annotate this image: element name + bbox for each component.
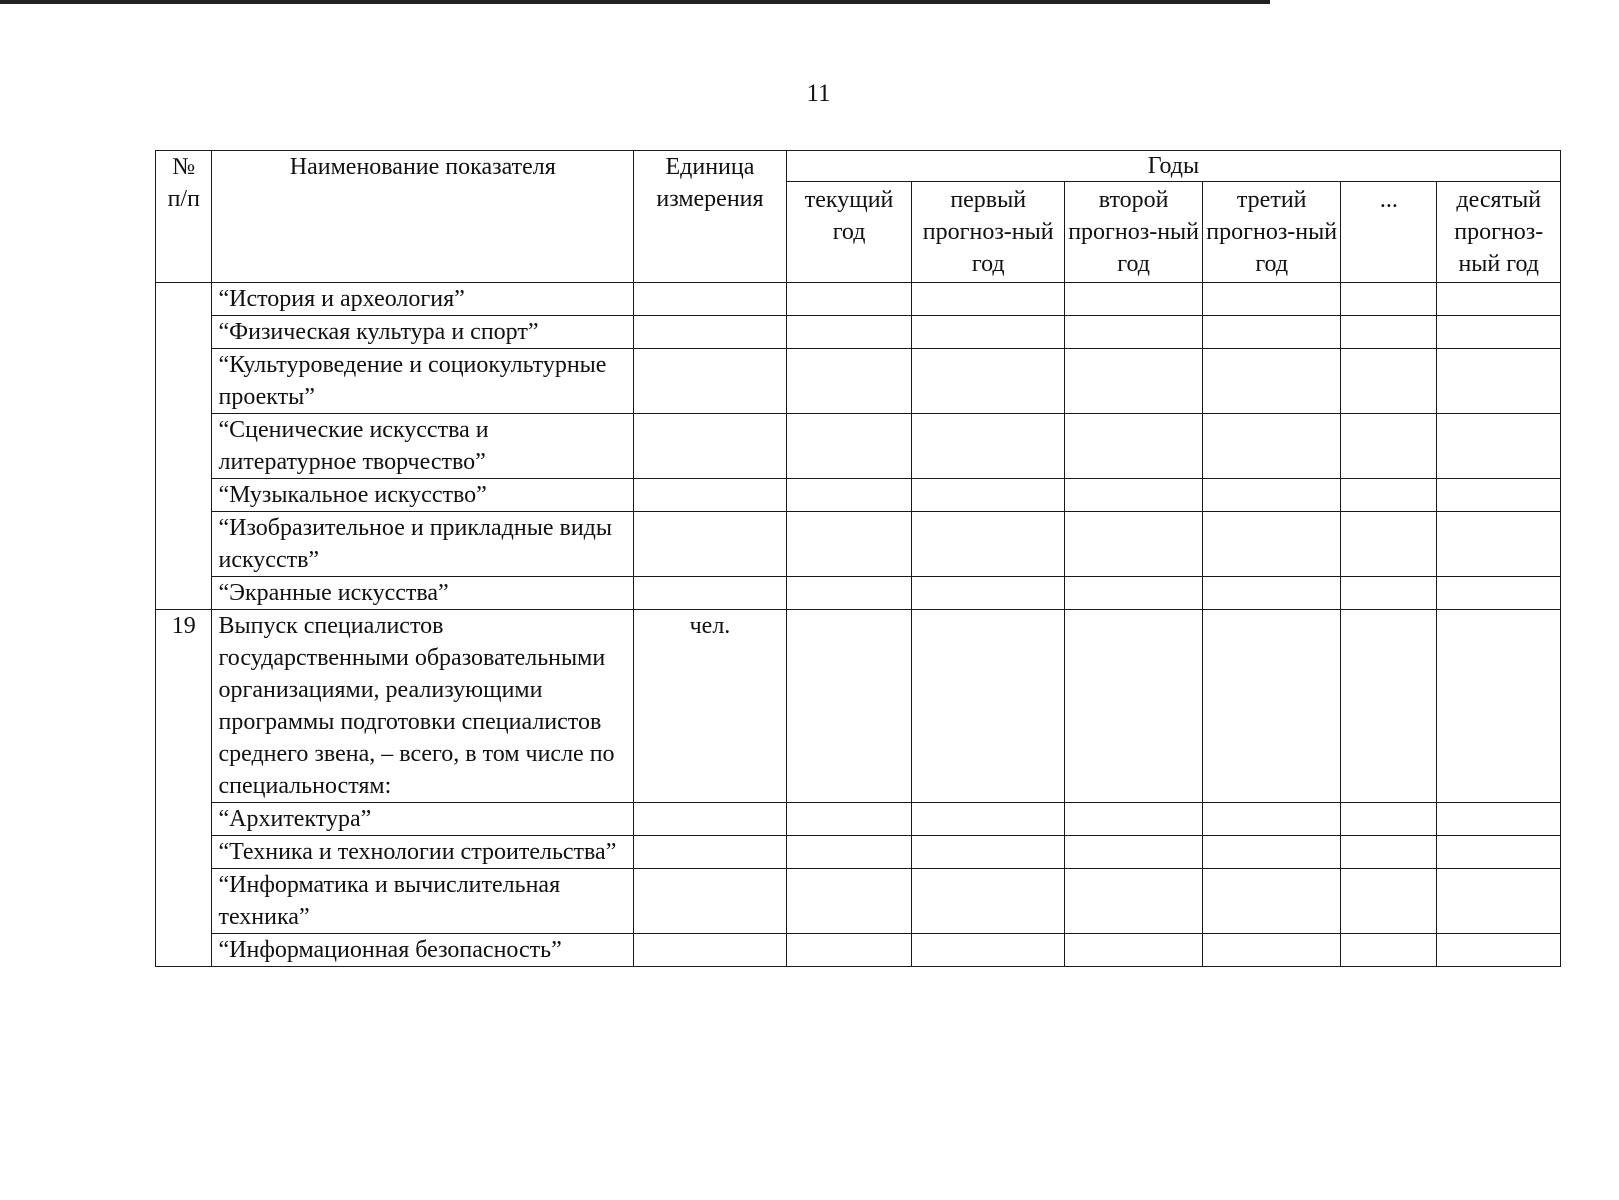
year-value-cell bbox=[1437, 316, 1561, 349]
year-value-cell bbox=[1065, 836, 1203, 869]
year-value-cell bbox=[1065, 610, 1203, 803]
year-value-cell bbox=[1341, 283, 1437, 316]
year-value-cell bbox=[786, 836, 912, 869]
table-row bbox=[156, 610, 1561, 803]
year-value-cell bbox=[1065, 934, 1203, 967]
indicator-name: “Информатика и вычислительная техника” bbox=[212, 869, 634, 934]
header-year-first: первый прогноз-ный год bbox=[912, 182, 1065, 283]
indicator-name: “Физическая культура и спорт” bbox=[212, 316, 634, 349]
year-value-cell bbox=[1065, 512, 1203, 577]
year-value-cell bbox=[1065, 349, 1203, 414]
indicator-unit bbox=[634, 349, 787, 414]
year-value-cell bbox=[1203, 479, 1341, 512]
year-value-cell bbox=[1437, 283, 1561, 316]
year-value-cell bbox=[1203, 577, 1341, 610]
table-row bbox=[156, 283, 1561, 316]
year-value-cell bbox=[1437, 934, 1561, 967]
indicator-unit bbox=[634, 836, 787, 869]
indicator-unit bbox=[634, 283, 787, 316]
year-value-cell bbox=[1203, 934, 1341, 967]
table-row bbox=[156, 803, 1561, 836]
row-number: 19 bbox=[156, 610, 212, 967]
indicator-unit bbox=[634, 512, 787, 577]
year-value-cell bbox=[1437, 577, 1561, 610]
year-value-cell bbox=[786, 414, 912, 479]
year-value-cell bbox=[1437, 512, 1561, 577]
indicator-name: “Архитектура” bbox=[212, 803, 634, 836]
header-year-current: текущий год bbox=[786, 182, 912, 283]
table-row bbox=[156, 836, 1561, 869]
year-value-cell bbox=[786, 803, 912, 836]
year-value-cell bbox=[912, 316, 1065, 349]
year-value-cell bbox=[1341, 934, 1437, 967]
year-value-cell bbox=[1341, 414, 1437, 479]
indicator-unit bbox=[634, 934, 787, 967]
year-value-cell bbox=[912, 479, 1065, 512]
table-row bbox=[156, 577, 1561, 610]
page-number: 11 bbox=[806, 80, 831, 107]
year-value-cell bbox=[912, 512, 1065, 577]
table-row bbox=[156, 512, 1561, 577]
table-row bbox=[156, 934, 1561, 967]
indicator-unit: чел. bbox=[634, 610, 787, 803]
year-value-cell bbox=[912, 934, 1065, 967]
year-value-cell bbox=[786, 479, 912, 512]
indicator-unit bbox=[634, 869, 787, 934]
year-value-cell bbox=[1203, 836, 1341, 869]
indicator-name: “Экранные искусства” bbox=[212, 577, 634, 610]
header-name: Наименование показателя bbox=[212, 151, 634, 283]
year-value-cell bbox=[1341, 316, 1437, 349]
indicator-name: “Информационная безопасность” bbox=[212, 934, 634, 967]
year-value-cell bbox=[912, 283, 1065, 316]
year-value-cell bbox=[1341, 836, 1437, 869]
indicators-table bbox=[155, 150, 1561, 967]
year-value-cell bbox=[912, 803, 1065, 836]
year-value-cell bbox=[1203, 512, 1341, 577]
year-value-cell bbox=[786, 934, 912, 967]
header-year-ellipsis: ... bbox=[1341, 182, 1437, 283]
indicator-name: “Музыкальное искусство” bbox=[212, 479, 634, 512]
header-years: Годы bbox=[786, 151, 1560, 182]
indicator-name: “История и археология” bbox=[212, 283, 634, 316]
indicator-unit bbox=[634, 577, 787, 610]
year-value-cell bbox=[1203, 316, 1341, 349]
year-value-cell bbox=[1437, 349, 1561, 414]
year-value-cell bbox=[1065, 479, 1203, 512]
year-value-cell bbox=[1065, 577, 1203, 610]
year-value-cell bbox=[1203, 414, 1341, 479]
year-value-cell bbox=[1341, 869, 1437, 934]
year-value-cell bbox=[786, 316, 912, 349]
indicator-unit bbox=[634, 316, 787, 349]
table-row bbox=[156, 479, 1561, 512]
year-value-cell bbox=[1065, 316, 1203, 349]
year-value-cell bbox=[1341, 803, 1437, 836]
year-value-cell bbox=[786, 349, 912, 414]
year-value-cell bbox=[1437, 869, 1561, 934]
indicator-name: Выпуск специалистов государственными образовательными организациями, реализующими программы подготовки специалистов среднего звена, – всего, в том числе по специальностям: bbox=[212, 610, 634, 803]
year-value-cell bbox=[1341, 610, 1437, 803]
year-value-cell bbox=[1437, 803, 1561, 836]
year-value-cell bbox=[786, 283, 912, 316]
indicator-name: “Изобразительное и прикладные виды искусств” bbox=[212, 512, 634, 577]
scan-top-rule bbox=[0, 0, 1270, 4]
header-num: № п/п bbox=[156, 151, 212, 283]
year-value-cell bbox=[1341, 349, 1437, 414]
year-value-cell bbox=[1437, 610, 1561, 803]
year-value-cell bbox=[1203, 869, 1341, 934]
year-value-cell bbox=[1341, 479, 1437, 512]
year-value-cell bbox=[1203, 283, 1341, 316]
year-value-cell bbox=[1341, 512, 1437, 577]
year-value-cell bbox=[1437, 836, 1561, 869]
year-value-cell bbox=[1203, 610, 1341, 803]
year-value-cell bbox=[1065, 414, 1203, 479]
header-year-tenth: десятый прогноз-ный год bbox=[1437, 182, 1561, 283]
year-value-cell bbox=[1065, 803, 1203, 836]
year-value-cell bbox=[1065, 869, 1203, 934]
header-year-second: второй прогноз-ный год bbox=[1065, 182, 1203, 283]
year-value-cell bbox=[786, 610, 912, 803]
indicator-unit bbox=[634, 479, 787, 512]
year-value-cell bbox=[786, 577, 912, 610]
year-value-cell bbox=[912, 414, 1065, 479]
table-row bbox=[156, 349, 1561, 414]
year-value-cell bbox=[1341, 577, 1437, 610]
header-unit: Единица измерения bbox=[634, 151, 787, 283]
year-value-cell bbox=[912, 349, 1065, 414]
year-value-cell bbox=[912, 577, 1065, 610]
year-value-cell bbox=[1203, 803, 1341, 836]
year-value-cell bbox=[1437, 414, 1561, 479]
year-value-cell bbox=[1203, 349, 1341, 414]
year-value-cell bbox=[912, 836, 1065, 869]
year-value-cell bbox=[786, 512, 912, 577]
table-body bbox=[156, 283, 1561, 967]
year-value-cell bbox=[912, 610, 1065, 803]
table-row bbox=[156, 869, 1561, 934]
indicator-unit bbox=[634, 414, 787, 479]
table-row bbox=[156, 316, 1561, 349]
header-year-third: третий прогноз-ный год bbox=[1203, 182, 1341, 283]
indicator-name: “Техника и технологии строительства” bbox=[212, 836, 634, 869]
row-number bbox=[156, 283, 212, 610]
year-value-cell bbox=[1437, 479, 1561, 512]
year-value-cell bbox=[786, 869, 912, 934]
year-value-cell bbox=[912, 869, 1065, 934]
table-row bbox=[156, 414, 1561, 479]
indicator-name: “Сценические искусства и литературное творчество” bbox=[212, 414, 634, 479]
year-value-cell bbox=[1065, 283, 1203, 316]
indicator-name: “Культуроведение и социокультурные проекты” bbox=[212, 349, 634, 414]
indicator-unit bbox=[634, 803, 787, 836]
